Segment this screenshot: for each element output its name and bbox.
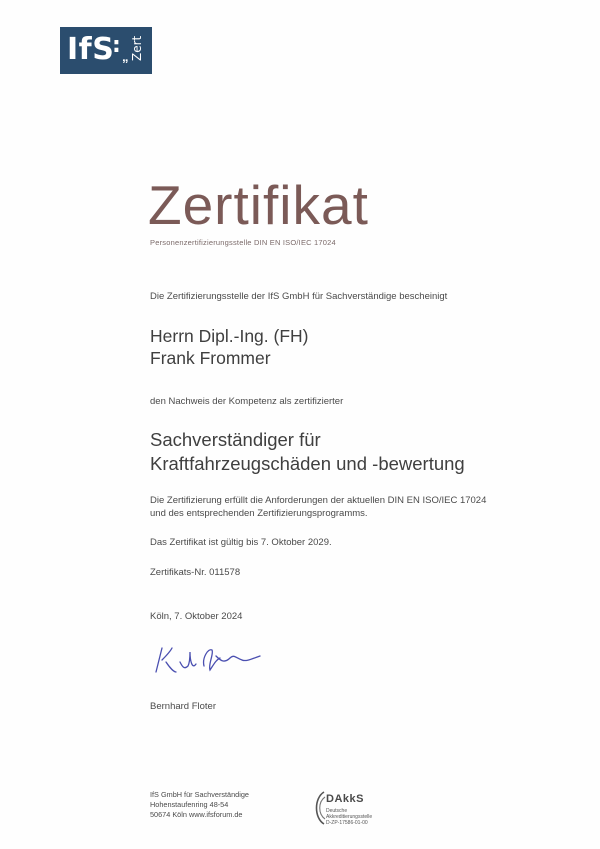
- logo-sub-text: Zert: [130, 35, 144, 61]
- requirements-line-1: Die Zertifizierung erfüllt die Anforderungen der aktuellen DIN EN ISO/IEC 17024: [150, 495, 487, 506]
- requirements-line-2: und des entsprechenden Zertifizierungsprogramms.: [150, 508, 368, 519]
- recipient-name: Frank Frommer: [150, 348, 271, 368]
- logo-text: IfS: [67, 32, 115, 67]
- dakks-title: DAkkS: [326, 793, 364, 805]
- ifs-zert-logo: [60, 27, 152, 74]
- recipient-title: Herrn Dipl.-Ing. (FH): [150, 326, 309, 346]
- dakks-line-2: Akkreditierungsstelle: [326, 814, 373, 820]
- logo-quote-mark: „: [122, 49, 129, 64]
- place-date: Köln, 7. Oktober 2024: [150, 611, 243, 622]
- certificate-subtitle: Personenzertifizierungsstelle DIN EN ISO/IEC 17024: [150, 238, 336, 247]
- footer-city-web: 50674 Köln www.ifsforum.de: [150, 810, 243, 819]
- dakks-arc-icon: [312, 790, 326, 826]
- signatory-name: Bernhard Floter: [150, 701, 217, 712]
- handwritten-signature: [150, 642, 270, 678]
- certificate-number: Zertifikats-Nr. 011578: [150, 567, 241, 578]
- footer-address: [150, 790, 249, 820]
- logo-sub-wrap: [130, 35, 150, 91]
- qualification-line-1: Sachverständiger für: [150, 429, 321, 450]
- footer-street: Hohenstaufenring 48-54: [150, 800, 229, 809]
- qualification-line-2: Kraftfahrzeugschäden und -bewertung: [150, 453, 465, 474]
- intro-text: Die Zertifizierungsstelle der IfS GmbH für Sachverständige bescheinigt: [150, 291, 448, 302]
- logo-colon: :: [112, 33, 121, 58]
- dakks-logo: [312, 790, 422, 830]
- validity-text: Das Zertifikat ist gültig bis 7. Oktober 2029.: [150, 537, 332, 548]
- dakks-line-1: Deutsche: [326, 808, 348, 814]
- certificate-title: Zertifikat: [148, 174, 369, 236]
- dakks-line-3: D-ZP-17586-01-00: [326, 820, 368, 826]
- footer-company: IfS GmbH für Sachverständige: [150, 790, 249, 799]
- competence-intro: den Nachweis der Kompetenz als zertifizierter: [150, 396, 344, 407]
